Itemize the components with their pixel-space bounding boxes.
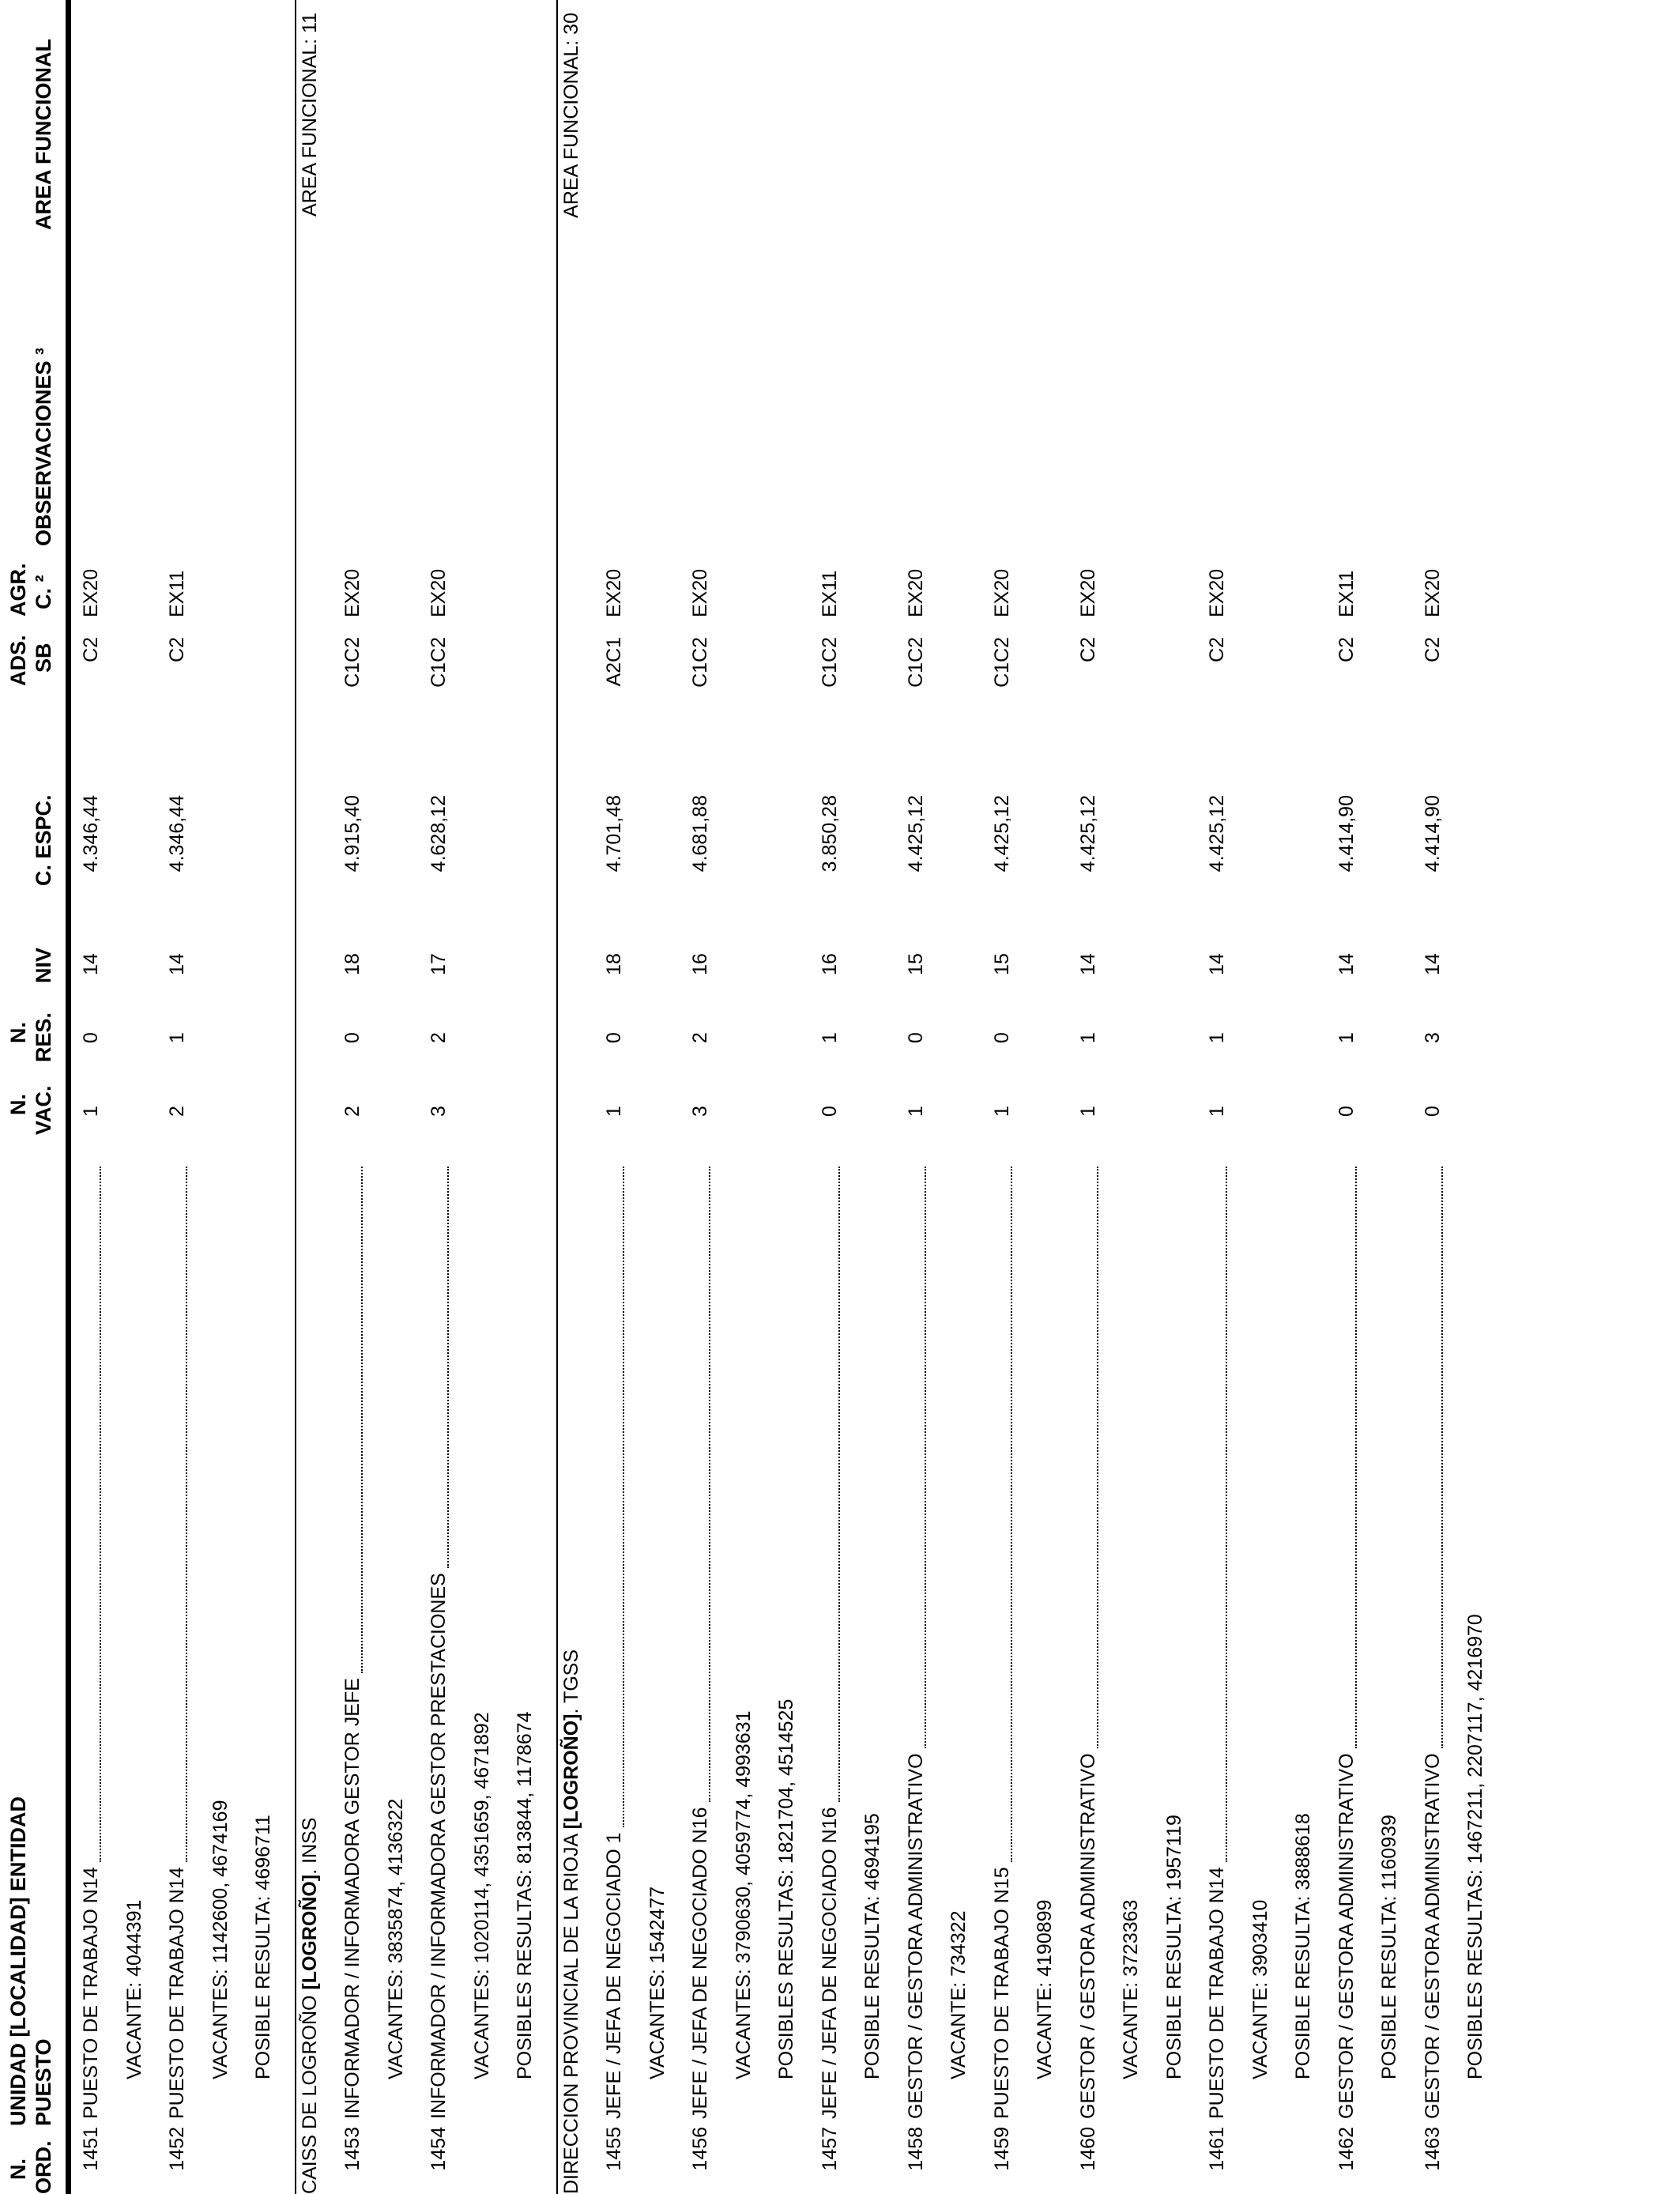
order-number: 1454 — [428, 2127, 450, 2171]
ads-sb-value: C2 — [1421, 637, 1444, 662]
ads-sb-value: A2C1 — [603, 637, 625, 687]
section-title-locality: [LOGROÑO] — [298, 1874, 321, 1990]
table-row — [341, 0, 385, 2194]
level-value: 15 — [904, 953, 927, 975]
leader-dots — [1338, 1167, 1357, 1748]
specific-complement: 4.915,40 — [341, 795, 363, 873]
position-title: PUESTO DE TRABAJO N14 — [1206, 1867, 1228, 2119]
level-value: 18 — [603, 953, 625, 975]
position-title: JEFE / JEFA DE NEGOCIADO 1 — [603, 1832, 625, 2119]
table-subrow — [1463, 0, 1508, 2194]
vacancies-count: 0 — [1335, 1106, 1358, 1117]
ads-sb-value: C1C2 — [990, 637, 1013, 688]
level-value: 17 — [428, 953, 450, 975]
agr-c-value: EX20 — [904, 568, 927, 617]
specific-complement: 4.701,48 — [603, 795, 625, 873]
section-title-name: DIRECCION PROVINCIAL DE LA RIOJA — [559, 1829, 582, 2194]
ads-sb-value: C1C2 — [341, 637, 363, 688]
table-subrow — [1291, 0, 1335, 2194]
ads-sb-value: C1C2 — [689, 637, 711, 688]
detail-line: VACANTES: 1542477 — [646, 1886, 669, 2079]
section-header — [559, 0, 604, 2194]
position-title: PUESTO DE TRABAJO N14 — [166, 1867, 188, 2119]
position-title: JEFE / JEFA DE NEGOCIADO N16 — [689, 1807, 711, 2119]
detail-line: VACANTES: 1020114, 4351659, 4671892 — [470, 1712, 493, 2079]
specific-complement: 4.425,12 — [1206, 795, 1228, 873]
header-rule — [66, 0, 71, 2194]
reserved-count: 0 — [904, 1032, 927, 1043]
vacancies-count: 1 — [990, 1106, 1013, 1117]
agr-c-value: EX20 — [1076, 568, 1099, 617]
reserved-count: 1 — [166, 1032, 188, 1043]
specific-complement: 4.346,44 — [80, 795, 102, 873]
position-title: GESTOR / GESTORA ADMINISTRATIVO — [904, 1753, 927, 2119]
header-area-funcional: AREA FUNCIONAL — [32, 39, 55, 230]
detail-line: VACANTE: 4044391 — [122, 1899, 145, 2079]
header-ads-line1: ADS. — [6, 635, 30, 686]
detail-line: POSIBLE RESULTA: 4694195 — [861, 1813, 883, 2079]
detail-line: VACANTES: 1142600, 4674169 — [209, 1800, 232, 2079]
section-divider — [556, 0, 558, 2194]
detail-line: VACANTE: 3903410 — [1249, 1899, 1271, 2079]
header-nord-line1: N. — [6, 2158, 30, 2180]
reserved-count: 0 — [341, 1032, 363, 1043]
order-number: 1456 — [689, 2127, 711, 2171]
ads-sb-value: C1C2 — [428, 637, 450, 688]
leader-dots — [1208, 1167, 1227, 1862]
level-value: 14 — [166, 953, 188, 975]
section-title — [559, 1649, 583, 2194]
specific-complement: 4.425,12 — [1076, 795, 1099, 873]
level-value: 15 — [990, 953, 1013, 975]
reserved-count: 2 — [689, 1032, 711, 1043]
specific-complement: 4.414,90 — [1421, 795, 1444, 873]
order-number: 1459 — [990, 2127, 1013, 2171]
leader-dots — [691, 1167, 710, 1802]
leader-dots — [821, 1167, 840, 1802]
table-row — [79, 0, 123, 2194]
leader-dots — [168, 1167, 187, 1862]
section-title-name: CAISS DE LOGROÑO — [298, 1989, 321, 2194]
header-agr-line1: AGR. — [6, 563, 30, 616]
agr-c-value: EX11 — [818, 570, 841, 617]
agr-c-value: EX20 — [603, 568, 625, 617]
reserved-count: 0 — [990, 1032, 1013, 1043]
table-header — [0, 0, 75, 2194]
vacancies-count: 1 — [603, 1106, 625, 1117]
leader-dots — [82, 1167, 101, 1862]
vacancies-count: 0 — [818, 1106, 841, 1117]
level-value: 16 — [818, 953, 841, 975]
section-area-funcional: AREA FUNCIONAL: 30 — [559, 13, 582, 218]
ads-sb-value: C2 — [1206, 637, 1228, 662]
detail-line: POSIBLE RESULTA: 1957119 — [1162, 1815, 1185, 2079]
reserved-count: 1 — [1335, 1032, 1358, 1043]
table-subrow — [646, 0, 690, 2194]
leader-dots — [430, 1167, 449, 1568]
order-number: 1452 — [166, 2127, 188, 2171]
reserved-count: 2 — [428, 1032, 450, 1043]
position-title: GESTOR / GESTORA ADMINISTRATIVO — [1335, 1753, 1358, 2119]
reserved-count: 1 — [818, 1032, 841, 1043]
position-title: INFORMADOR / INFORMADORA GESTOR PRESTACIONES — [428, 1573, 450, 2119]
table-subrow — [732, 0, 776, 2194]
level-value: 14 — [1335, 953, 1358, 975]
order-number: 1453 — [341, 2127, 363, 2171]
ads-sb-value: C2 — [80, 637, 102, 662]
order-number: 1455 — [603, 2127, 625, 2171]
table-row — [1421, 0, 1465, 2194]
table-row — [427, 0, 471, 2194]
section-area-funcional: AREA FUNCIONAL: 11 — [298, 13, 321, 217]
reserved-count: 3 — [1421, 1032, 1444, 1043]
section-divider — [295, 0, 296, 2194]
detail-line: POSIBLE RESULTA: 4696711 — [252, 1815, 274, 2079]
leader-dots — [1079, 1167, 1098, 1748]
table-subrow — [1119, 0, 1163, 2194]
agr-c-value: EX11 — [166, 570, 188, 617]
table-subrow — [1162, 0, 1207, 2194]
level-value: 14 — [1421, 953, 1444, 975]
level-value: 14 — [1206, 953, 1228, 975]
leader-dots — [605, 1167, 624, 1827]
specific-complement: 4.628,12 — [428, 795, 450, 873]
ads-sb-value: C2 — [166, 637, 188, 662]
vacancies-count: 2 — [341, 1106, 363, 1117]
specific-complement: 4.346,44 — [166, 795, 188, 873]
section-header — [298, 0, 342, 2194]
agr-c-value: EX20 — [341, 568, 363, 617]
table-subrow — [1377, 0, 1422, 2194]
table-row — [1335, 0, 1379, 2194]
position-title: JEFE / JEFA DE NEGOCIADO N16 — [818, 1807, 841, 2119]
header-observaciones: OBSERVACIONES ³ — [32, 347, 55, 546]
table-row — [165, 0, 209, 2194]
header-unidad-line1: UNIDAD [LOCALIDAD] ENTIDAD — [6, 1796, 30, 2126]
ads-sb-value: C1C2 — [904, 637, 927, 688]
ads-sb-value: C2 — [1335, 637, 1358, 662]
header-unidad-line2: PUESTO — [32, 2038, 55, 2126]
table-subrow — [1249, 0, 1293, 2194]
position-title: GESTOR / GESTORA ADMINISTRATIVO — [1076, 1753, 1099, 2119]
header-nres-line1: N. — [6, 1022, 30, 1043]
detail-line: POSIBLES RESULTAS: 1467211, 2207117, 4216970 — [1464, 1614, 1486, 2079]
detail-line: POSIBLE RESULTA: 1160939 — [1378, 1815, 1400, 2079]
table-subrow — [209, 0, 253, 2194]
order-number: 1458 — [904, 2127, 927, 2171]
agr-c-value: EX20 — [428, 568, 450, 617]
detail-line: VACANTES: 3835874, 4136322 — [384, 1798, 407, 2079]
position-title: PUESTO DE TRABAJO N15 — [990, 1867, 1013, 2119]
vacancies-count: 0 — [1421, 1106, 1444, 1117]
table-subrow — [947, 0, 991, 2194]
section-title-entity: . INSS — [298, 1817, 321, 1875]
detail-line: VACANTE: 3723363 — [1120, 1899, 1142, 2079]
detail-line: POSIBLES RESULTAS: 1821704, 4514525 — [775, 1698, 797, 2079]
section-title-locality: [LOGROÑO] — [559, 1713, 582, 1830]
agr-c-value: EX20 — [990, 568, 1013, 617]
vacancies-count: 1 — [904, 1106, 927, 1117]
specific-complement: 4.425,12 — [990, 795, 1013, 873]
table-row — [1076, 0, 1121, 2194]
order-number: 1462 — [1335, 2127, 1358, 2171]
vacancies-count: 3 — [428, 1106, 450, 1117]
ads-sb-value: C2 — [1076, 637, 1099, 662]
section-title-entity: . TGSS — [559, 1649, 582, 1714]
leader-dots — [907, 1167, 926, 1748]
header-nvac-line2: VAC. — [32, 1085, 55, 1135]
leader-dots — [993, 1167, 1012, 1862]
order-number: 1463 — [1421, 2127, 1444, 2171]
table-subrow — [861, 0, 905, 2194]
order-number: 1460 — [1076, 2127, 1099, 2171]
header-niv: NIV — [32, 947, 55, 983]
vacancies-count: 2 — [166, 1106, 188, 1117]
vacancies-count: 1 — [1206, 1106, 1228, 1117]
header-ads-line2: SB — [32, 643, 55, 673]
table-row — [818, 0, 862, 2194]
header-nvac-line1: N. — [6, 1094, 30, 1115]
vacancies-count: 1 — [1076, 1106, 1099, 1117]
header-agr-line2: C. ² — [32, 575, 55, 609]
position-title: INFORMADOR / INFORMADORA GESTOR JEFE — [341, 1678, 363, 2119]
detail-line: POSIBLES RESULTAS: 813844, 1178674 — [514, 1711, 536, 2079]
ads-sb-value: C1C2 — [818, 637, 841, 688]
order-number: 1461 — [1206, 2127, 1228, 2171]
detail-line: POSIBLE RESULTA: 3888618 — [1292, 1813, 1314, 2079]
table-subrow — [1033, 0, 1077, 2194]
specific-complement: 4.414,90 — [1335, 795, 1358, 873]
table-row — [602, 0, 646, 2194]
header-nord-line2: ORD. — [32, 2140, 55, 2194]
specific-complement: 4.425,12 — [904, 795, 927, 873]
order-number: 1451 — [80, 2127, 102, 2171]
level-value: 14 — [80, 953, 102, 975]
level-value: 14 — [1076, 953, 1099, 975]
reserved-count: 0 — [80, 1032, 102, 1043]
reserved-count: 1 — [1076, 1032, 1099, 1043]
agr-c-value: EX11 — [1335, 570, 1358, 617]
agr-c-value: EX20 — [1206, 568, 1228, 617]
agr-c-value: EX20 — [689, 568, 711, 617]
table-subrow — [122, 0, 167, 2194]
vacancies-count: 1 — [80, 1106, 102, 1117]
position-title: PUESTO DE TRABAJO N14 — [80, 1867, 102, 2119]
order-number: 1457 — [818, 2127, 841, 2171]
specific-complement: 3.850,28 — [818, 795, 841, 873]
reserved-count: 0 — [603, 1032, 625, 1043]
table-row — [688, 0, 733, 2194]
level-value: 16 — [689, 953, 711, 975]
specific-complement: 4.681,88 — [689, 795, 711, 873]
detail-line: VACANTE: 734322 — [947, 1910, 970, 2079]
table-subrow — [774, 0, 819, 2194]
header-cespc: C. ESPC. — [32, 794, 55, 886]
table-subrow — [384, 0, 428, 2194]
table-row — [1205, 0, 1249, 2194]
detail-line: VACANTES: 3790630, 4059774, 4993631 — [732, 1710, 755, 2079]
vacancies-count: 3 — [689, 1106, 711, 1117]
header-nres-line2: RES. — [32, 1012, 55, 1062]
position-title: GESTOR / GESTORA ADMINISTRATIVO — [1421, 1753, 1444, 2119]
agr-c-value: EX20 — [1421, 568, 1444, 617]
table-subrow — [470, 0, 514, 2194]
level-value: 18 — [341, 953, 363, 975]
agr-c-value: EX20 — [80, 568, 102, 617]
table-subrow — [513, 0, 557, 2194]
reserved-count: 1 — [1206, 1032, 1228, 1043]
section-title — [298, 1818, 322, 2194]
table-subrow — [251, 0, 296, 2194]
table-row — [990, 0, 1034, 2194]
leader-dots — [344, 1167, 363, 1673]
detail-line: VACANTE: 4190899 — [1034, 1899, 1056, 2079]
leader-dots — [1424, 1167, 1443, 1748]
table-row — [904, 0, 948, 2194]
